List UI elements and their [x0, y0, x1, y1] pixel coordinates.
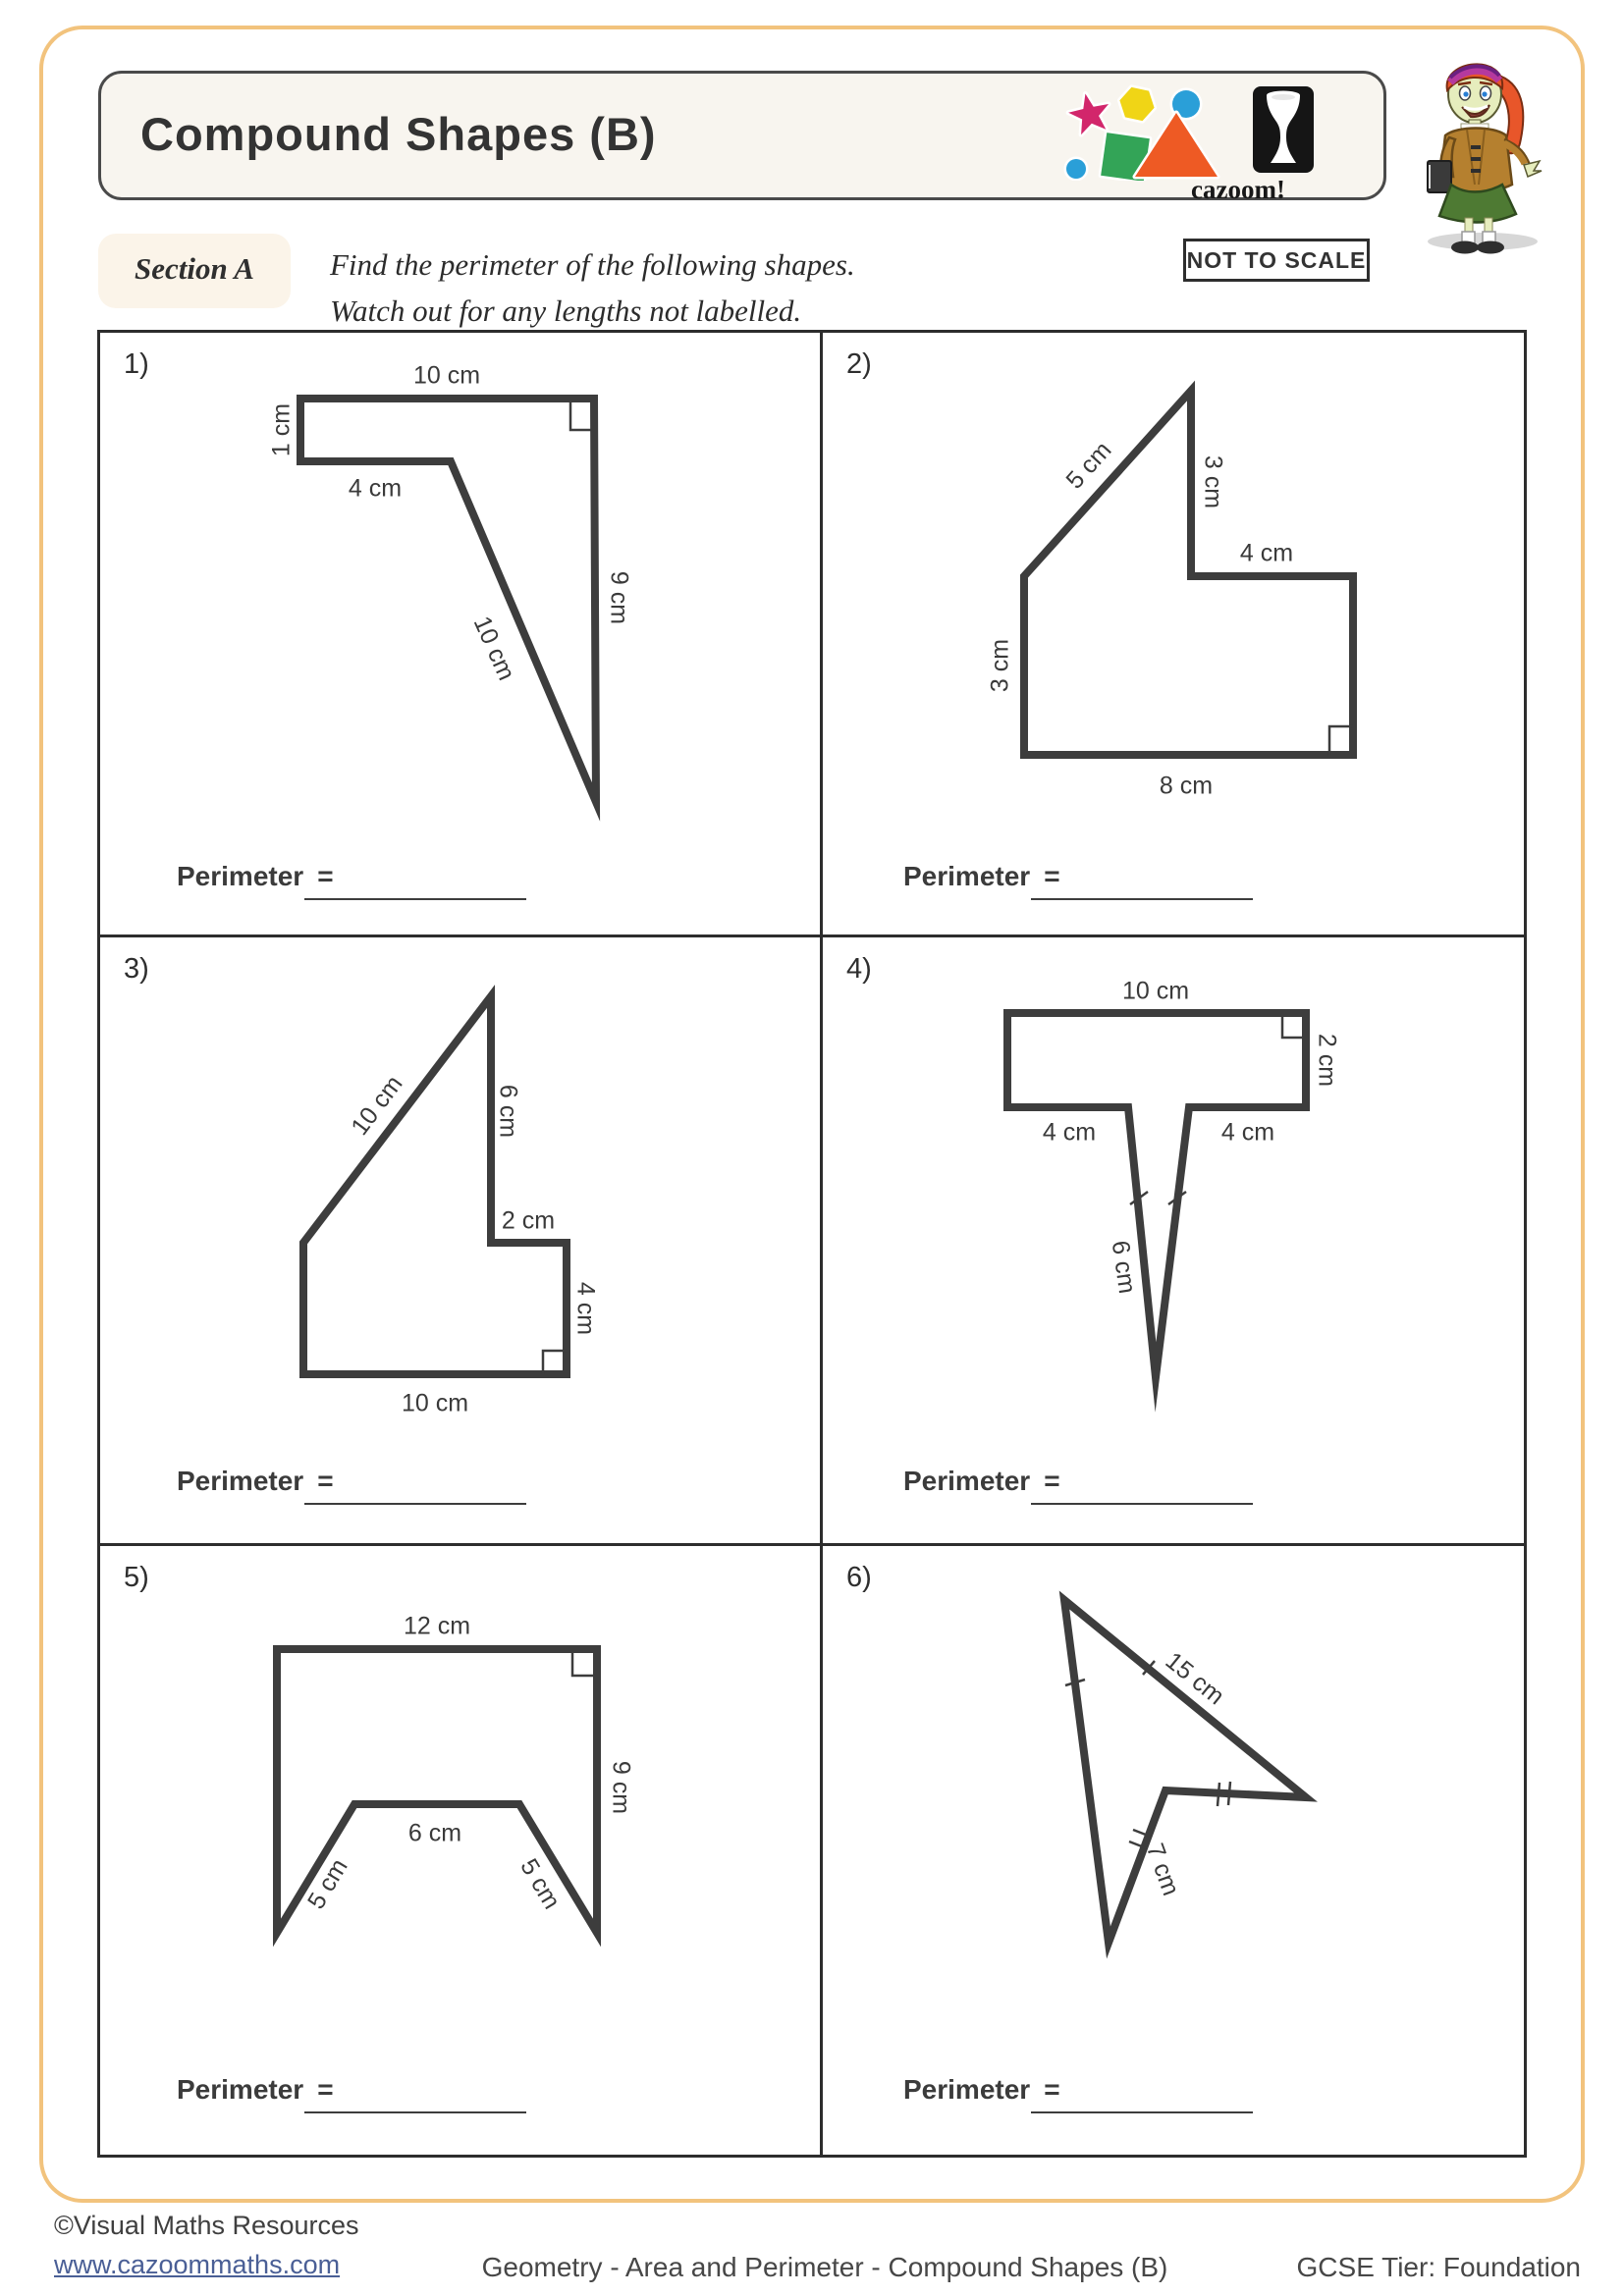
question-cell-2: [823, 333, 1524, 937]
shape-drawing-5: [100, 1546, 820, 2155]
perimeter-label: Perimeter: [177, 1466, 304, 1496]
not-to-scale-badge: NOT TO SCALE: [1183, 239, 1370, 282]
dimension-label: 6 cm: [494, 1084, 522, 1139]
section-a-label: Section A: [134, 251, 254, 286]
dimension-label: 9 cm: [607, 1760, 635, 1815]
dimension-label: 12 cm: [403, 1612, 471, 1640]
dimension-label: 2 cm: [501, 1206, 556, 1235]
perimeter-row: [903, 861, 1060, 892]
dimension-label: 6 cm: [1106, 1239, 1142, 1296]
instruction-line-1: Find the perimeter of the following shapes.: [330, 247, 855, 282]
footer-tier: GCSE Tier: Foundation: [1296, 2252, 1581, 2282]
shape-drawing-6: [823, 1546, 1524, 2155]
cazoom-shapes-logo: [1060, 79, 1355, 181]
question-number: 4): [846, 953, 872, 985]
question-number: 6): [846, 1562, 872, 1593]
cazoom-logo-text: cazoom!: [1191, 175, 1285, 204]
footer-topic: Geometry - Area and Perimeter - Compound Shapes (B): [481, 2252, 1168, 2282]
question-cell-6: [823, 1546, 1524, 2155]
answer-line: [1031, 1503, 1253, 1505]
shape-drawing-3: [100, 937, 820, 1543]
footer-website-link[interactable]: www.cazoommaths.com: [54, 2250, 341, 2279]
perimeter-label: Perimeter: [903, 1466, 1031, 1496]
star-icon: [1065, 89, 1113, 136]
page-title: Compound Shapes (B): [140, 108, 657, 160]
question-number: 1): [124, 348, 149, 380]
question-cell-1: [100, 333, 823, 937]
perimeter-row: [177, 1466, 334, 1497]
dimension-label: 7 cm: [1140, 1840, 1185, 1899]
equals-sign: =: [317, 861, 334, 891]
equals-sign: =: [1044, 1466, 1060, 1496]
question-number: 2): [846, 348, 872, 380]
dimension-label: 10 cm: [467, 612, 520, 685]
right-angle-marker: [570, 401, 592, 430]
dimension-label: 3 cm: [1199, 454, 1227, 509]
instruction-line-2: Watch out for any lengths not labelled.: [330, 294, 802, 328]
dimension-label: 8 cm: [1159, 772, 1214, 800]
dimension-label: 2 cm: [1313, 1033, 1341, 1088]
perimeter-label: Perimeter: [177, 2074, 304, 2105]
shape-outline: [300, 399, 596, 802]
instructions: [330, 241, 855, 334]
perimeter-row: [903, 1466, 1060, 1497]
footer-copyright: ©Visual Maths Resources: [54, 2211, 359, 2240]
equal-length-tick: [1228, 1782, 1230, 1805]
answer-line: [1031, 898, 1253, 900]
dimension-label: 3 cm: [986, 638, 1014, 693]
hexagon-icon: [1116, 85, 1158, 123]
perimeter-row: [177, 861, 334, 892]
question-number: 3): [124, 953, 149, 985]
equals-sign: =: [317, 2074, 334, 2105]
answer-line: [304, 1503, 526, 1505]
perimeter-label: Perimeter: [903, 861, 1031, 891]
dimension-label: 4 cm: [1042, 1118, 1097, 1147]
answer-line: [304, 898, 526, 900]
shape-outline: [303, 996, 567, 1374]
question-cell-4: [823, 937, 1524, 1546]
right-angle-marker: [572, 1651, 595, 1676]
equal-length-tick: [1218, 1783, 1219, 1806]
dimension-label: 4 cm: [1239, 539, 1294, 567]
dimension-label: 5 cm: [1060, 436, 1117, 495]
dimension-label: 10 cm: [346, 1070, 408, 1141]
question-cell-3: [100, 937, 823, 1546]
section-a-box: [98, 234, 291, 308]
dimension-label: 9 cm: [605, 570, 633, 625]
question-grid: [97, 330, 1527, 2158]
equals-sign: =: [317, 1466, 334, 1496]
shape-drawing-2: [823, 333, 1524, 934]
answer-line: [304, 2111, 526, 2113]
shape-outline: [1024, 391, 1353, 755]
cazoom-girl-illustration: [1406, 47, 1553, 255]
dimension-label: 1 cm: [267, 402, 296, 457]
dimension-label: 4 cm: [571, 1281, 600, 1336]
dimension-label: 10 cm: [412, 361, 481, 390]
dimension-label: 4 cm: [1220, 1118, 1275, 1147]
perimeter-row: [903, 2074, 1060, 2106]
dimension-label: 5 cm: [514, 1853, 567, 1914]
question-cell-5: [100, 1546, 823, 2155]
perimeter-label: Perimeter: [177, 861, 304, 891]
shape-drawing-1: [100, 333, 820, 934]
shape-outline: [1064, 1600, 1306, 1943]
right-angle-marker: [1282, 1015, 1304, 1038]
dimension-label: 5 cm: [301, 1853, 353, 1914]
shape-drawing-4: [823, 937, 1524, 1543]
dimension-label: 10 cm: [1121, 977, 1190, 1005]
small-circle-icon: [1066, 159, 1086, 179]
dimension-label: 4 cm: [348, 474, 403, 503]
perimeter-row: [177, 2074, 334, 2106]
equals-sign: =: [1044, 861, 1060, 891]
shape-outline: [1007, 1013, 1306, 1377]
dimension-label: 10 cm: [401, 1389, 469, 1417]
dimension-label: 15 cm: [1160, 1646, 1230, 1711]
perimeter-label: Perimeter: [903, 2074, 1031, 2105]
answer-line: [1031, 2111, 1253, 2113]
question-number: 5): [124, 1562, 149, 1593]
dimension-label: 6 cm: [407, 1819, 462, 1847]
equals-sign: =: [1044, 2074, 1060, 2105]
